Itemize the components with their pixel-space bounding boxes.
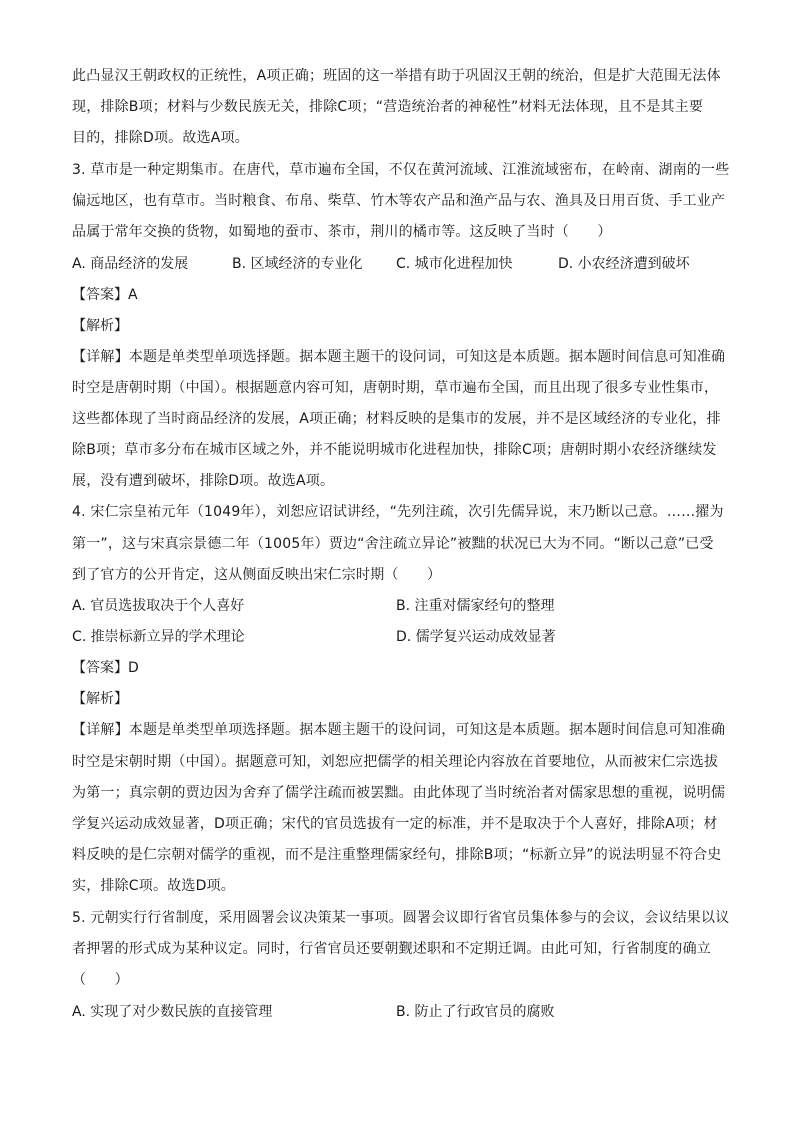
q3-stem-line: 3. 草市是一种定期集市。在唐代，草市遍布全国，不仅在黄河流域、江淮流域密布，在岭南、湖南的一些 xyxy=(72,162,730,178)
intro-line: 现，排除B项；材料与少数民族无关，排除C项；“营造统治者的神秘性”材料无法体现，且不是其主要 xyxy=(72,99,704,115)
q4-option-d: D. 儒学复兴运动成效显著 xyxy=(396,629,556,645)
q4-detail-line: 实，排除C项。故选D项。 xyxy=(72,878,235,894)
q3-detail-line: 时空是唐朝时期（中国）。根据题意内容可知，唐朝时期，草市遍布全国，而且出现了很多专业性集市， xyxy=(72,380,719,396)
q3-analysis-label: 【解析】 xyxy=(72,318,128,334)
intro-line: 目的，排除D项。故选A项。 xyxy=(72,130,249,146)
q3-option-c: C. 城市化进程加快 xyxy=(396,256,513,272)
q3-detail-line: 除B项；草市多分布在城市区域之外，并不能说明城市化进程加快，排除C项；唐朝时期小农经济继续发 xyxy=(72,442,717,458)
q3-option-a: A. 商品经济的发展 xyxy=(72,256,189,272)
q3-detail-line: 【详解】本题是单类型单项选择题。据本题主题干的设问词，可知这是本质题。据本题时间信息可知准确 xyxy=(72,349,726,365)
intro-line: 此凸显汉王朝政权的正统性，A项正确；班固的这一举措有助于巩固汉王朝的统治，但是扩大范围无法体 xyxy=(72,68,721,84)
q3-answer: 【答案】A xyxy=(72,287,138,303)
q4-detail-line: 【详解】本题是单类型单项选择题。据本题主题干的设问词，可知这是本质题。据本题时间信息可知准确 xyxy=(72,722,726,738)
q4-analysis-label: 【解析】 xyxy=(72,691,128,707)
q3-stem-line: 品属于常年交换的货物，如蜀地的蚕市、茶市，荆川的橘市等。这反映了当时（ ） xyxy=(72,224,612,240)
q5-stem-line: 5. 元朝实行行省制度，采用圆署会议决策某一事项。圆署会议即行省官员集体参与的会议，会议结果以议 xyxy=(72,910,730,926)
q3-option-d: D. 小农经济遭到破坏 xyxy=(558,256,690,272)
q5-stem-line: （ ） xyxy=(72,972,129,988)
q4-option-b: B. 注重对儒家经句的整理 xyxy=(396,598,555,614)
q5-option-b: B. 防止了行政官员的腐败 xyxy=(396,1004,555,1020)
q4-stem-line: 4. 宋仁宗皇祐元年（1049年），刘恕应诏试讲经，“先列注疏，次引先儒异说，末乃断以己意。……擢为 xyxy=(72,504,724,520)
q4-stem-line: 到了官方的公开肯定，这从侧面反映出宋仁宗时期（ ） xyxy=(72,567,442,583)
q3-stem-line: 偏远地区，也有草市。当时粮食、布帛、柴草、竹木等农产品和渔产品与农、渔具及日用百货、手工业产 xyxy=(72,193,726,209)
q5-stem-line: 者押署的形式成为某种议定。同时，行省官员还要朝觐述职和不定期迁调。由此可知，行省制度的确立 xyxy=(72,941,711,957)
q3-detail-line: 这些都体现了当时商品经济的发展，A项正确；材料反映的是集市的发展，并不是区域经济的专业化，排 xyxy=(72,411,721,427)
q4-stem-line: 第一”，这与宋真宗景德二年（1005年）贾边“舍注疏立异论”被黜的状况已大为不同。“断以己意”已受 xyxy=(72,536,714,552)
q3-detail-line: 展，没有遭到破坏，排除D项。故选A项。 xyxy=(72,473,335,489)
q4-detail-line: 为第一；真宗朝的贾边因为舍弃了儒学注疏而被罢黜。由此体现了当时统治者对儒家思想的重视，说明儒 xyxy=(72,785,726,801)
q4-detail-line: 时空是宋朝时期（中国）。据题意可知，刘恕应把儒学的相关理论内容放在首要地位，从而被宋仁宗选拔 xyxy=(72,754,719,770)
q5-option-a: A. 实现了对少数民族的直接管理 xyxy=(72,1004,273,1020)
q4-option-a: A. 官员选拔取决于个人喜好 xyxy=(72,598,245,614)
q4-option-c: C. 推崇标新立异的学术理论 xyxy=(72,629,245,645)
q4-answer: 【答案】D xyxy=(72,660,139,676)
q4-detail-line: 料反映的是仁宗朝对儒学的重视，而不是注重整理儒家经句，排除B项；“标新立异”的说法明显不符合史 xyxy=(72,847,722,863)
q3-option-b: B. 区域经济的专业化 xyxy=(232,256,363,272)
q4-detail-line: 学复兴运动成效显著，D项正确；宋代的官员选拔有一定的标准，并不是取决于个人喜好，排除A项；材 xyxy=(72,816,718,832)
